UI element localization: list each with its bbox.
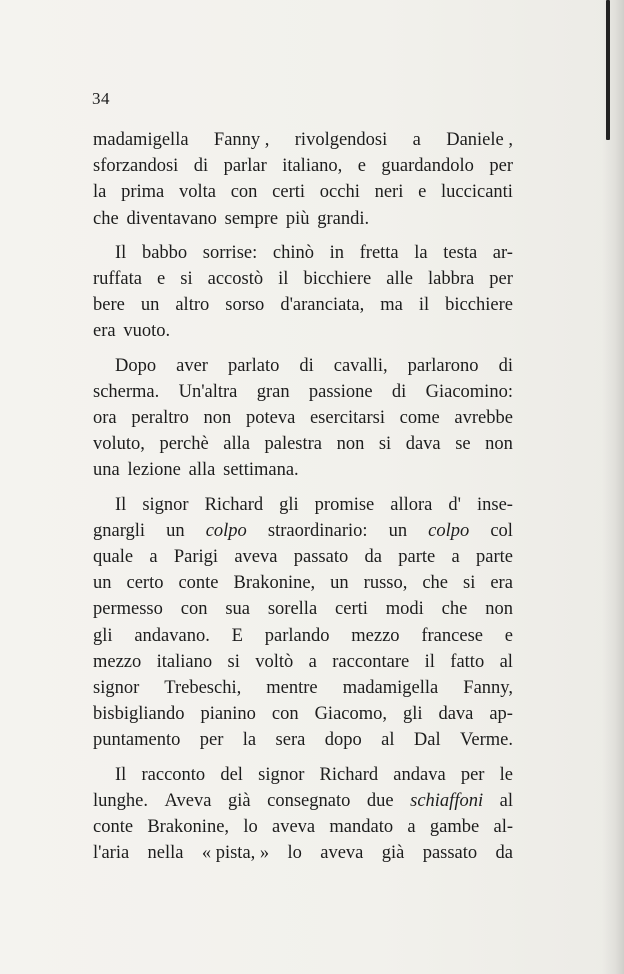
word: una — [93, 460, 120, 481]
word: luccicanti — [441, 182, 513, 203]
text-line — [93, 492, 513, 518]
word: Daniele , — [446, 130, 513, 150]
word: italiano, — [282, 156, 343, 177]
word: al — [499, 651, 513, 672]
word: due — [366, 790, 394, 811]
word: voluto, — [93, 434, 145, 455]
word: a — [412, 130, 421, 150]
text-line — [93, 266, 513, 292]
word: sera — [275, 730, 306, 751]
word: parte — [398, 547, 436, 568]
word: dopo — [324, 730, 362, 751]
word: Richard — [204, 494, 264, 515]
word: russo, — [363, 573, 408, 594]
word: puntamento — [93, 730, 181, 751]
word: straordinario: — [267, 520, 368, 541]
word: raccontare — [332, 651, 410, 672]
word: non — [203, 408, 232, 429]
word: a — [407, 817, 416, 838]
word: conte — [93, 817, 134, 838]
word: esercitarsi — [309, 408, 385, 429]
text-line — [93, 240, 513, 266]
word: pianino — [200, 704, 256, 725]
word: colpo — [205, 520, 247, 541]
word: certo — [126, 573, 164, 594]
word: babbo — [141, 242, 188, 263]
word: schiaffoni — [410, 790, 484, 811]
word: fatto — [450, 651, 485, 672]
word: al- — [493, 817, 513, 838]
word: palestra — [264, 434, 323, 455]
word: era — [490, 573, 513, 594]
word: poteva — [245, 408, 296, 429]
word: di — [498, 355, 513, 376]
word: per — [460, 764, 485, 785]
word: sorella — [267, 599, 318, 620]
word: perchè — [159, 434, 209, 455]
word: alle — [386, 269, 413, 290]
word: mentre — [266, 678, 318, 699]
page-edge-shadow — [602, 0, 624, 974]
word: gran — [256, 381, 290, 402]
word: Il — [115, 242, 127, 263]
word: francese — [421, 625, 483, 646]
word: al — [381, 730, 395, 751]
text-line — [93, 814, 513, 840]
word: e — [504, 625, 513, 646]
word: Fanny , — [213, 130, 270, 150]
word: « pista, » — [201, 843, 270, 864]
word: madamigella — [342, 678, 439, 699]
paragraph — [93, 762, 513, 867]
word: volta — [178, 182, 216, 203]
text-line — [93, 457, 513, 483]
word: come — [399, 408, 440, 429]
word: la — [414, 242, 428, 263]
word: bisbigliando — [93, 704, 185, 725]
word: Il — [115, 764, 127, 785]
text-line — [93, 405, 513, 431]
word: gli — [402, 704, 423, 725]
word: accostò — [207, 269, 264, 290]
word: se — [455, 434, 471, 455]
word: cavalli, — [333, 355, 388, 376]
word: aver — [176, 355, 208, 376]
word: a — [149, 547, 158, 568]
word: gli — [279, 494, 299, 515]
word: parte — [476, 547, 513, 568]
word: occhi — [319, 182, 360, 203]
word: avrebbe — [454, 408, 513, 429]
word: da — [495, 843, 513, 864]
text-line — [93, 570, 513, 596]
word: ora — [93, 408, 117, 429]
word: andava — [393, 764, 446, 785]
word: promise — [314, 494, 375, 515]
word: il — [418, 295, 430, 316]
word: inse- — [476, 494, 513, 515]
word: un — [93, 573, 112, 594]
word: al — [499, 790, 513, 811]
word: settimana. — [223, 460, 299, 481]
word: colpo — [428, 520, 470, 541]
word: di — [299, 355, 314, 376]
text-line — [93, 292, 513, 318]
word: parlando — [264, 625, 330, 646]
text-line — [93, 701, 513, 727]
word: nella — [147, 843, 184, 864]
word: chinò — [272, 242, 314, 263]
word: mezzo — [351, 625, 400, 646]
word: aveva — [271, 817, 316, 838]
word: si — [378, 434, 392, 455]
word: certi — [272, 182, 306, 203]
text-line — [93, 762, 513, 788]
word: certi — [335, 599, 368, 620]
word: già — [227, 790, 251, 811]
word: Un'altra — [178, 381, 238, 402]
word: a — [451, 547, 460, 568]
text-line — [93, 179, 513, 205]
word: del — [220, 764, 243, 785]
word: lo — [287, 843, 302, 864]
word: bere — [93, 295, 125, 316]
word: Fanny, — [463, 678, 513, 699]
word: bicchiere — [303, 269, 372, 290]
text-line — [93, 379, 513, 405]
word: per — [199, 730, 224, 751]
text-line — [93, 623, 513, 649]
word: gambe — [429, 817, 480, 838]
word: gnargli — [93, 520, 146, 541]
word: sempre — [224, 208, 279, 229]
word: mezzo — [93, 651, 142, 672]
word: neri — [374, 182, 404, 203]
text-line — [93, 127, 513, 153]
paragraph — [93, 353, 513, 484]
word: si — [180, 269, 193, 290]
word: l'aria — [93, 843, 130, 864]
word: gli — [93, 625, 113, 646]
text-line — [93, 544, 513, 570]
word: d' — [448, 494, 461, 515]
word: un — [330, 573, 349, 594]
text-line — [93, 727, 513, 753]
word: e — [418, 182, 427, 203]
text-line — [93, 518, 513, 544]
word: di — [193, 156, 209, 177]
word: un — [140, 295, 160, 316]
word: Il — [115, 494, 127, 515]
word: E — [231, 625, 243, 646]
word: allora — [390, 494, 433, 515]
word: con — [271, 704, 299, 725]
word: il — [424, 651, 435, 672]
word: Trebeschi, — [164, 678, 242, 699]
word: dava — [438, 704, 474, 725]
text-line — [93, 788, 513, 814]
word: prima — [121, 182, 165, 203]
word: con — [180, 599, 208, 620]
body-text — [93, 127, 513, 866]
word: lo — [243, 817, 258, 838]
paragraph — [93, 240, 513, 345]
word: lezione — [127, 460, 181, 481]
word: mandato — [329, 817, 394, 838]
word: sorso — [225, 295, 265, 316]
word: che — [441, 599, 468, 620]
word: bicchiere — [445, 295, 513, 316]
word: che — [93, 208, 119, 229]
text-line — [93, 353, 513, 379]
word: per — [489, 156, 513, 177]
text-line — [93, 318, 513, 344]
word: dava — [405, 434, 441, 455]
word: Giacomino: — [425, 381, 513, 402]
word: era — [93, 321, 116, 342]
word: Richard — [319, 764, 379, 785]
word: Brakonine, — [233, 573, 316, 594]
word: consegnato — [267, 790, 351, 811]
word: in — [329, 242, 344, 263]
word: per — [489, 269, 513, 290]
word: altro — [175, 295, 210, 316]
word: signor — [142, 494, 189, 515]
word: un — [388, 520, 408, 541]
word: che — [422, 573, 449, 594]
paragraph — [93, 127, 513, 232]
word: a — [308, 651, 317, 672]
word: col — [490, 520, 513, 541]
word: aveva — [320, 843, 364, 864]
text-line — [93, 431, 513, 457]
word: si — [463, 573, 476, 594]
word: testa — [443, 242, 478, 263]
word: Dopo — [115, 355, 157, 376]
word: non — [485, 434, 513, 455]
word: la — [242, 730, 257, 751]
word: non — [485, 599, 513, 620]
word: Aveva — [164, 790, 212, 811]
word: già — [381, 843, 405, 864]
word: quale — [93, 547, 134, 568]
word: passato — [293, 547, 349, 568]
word: vuoto. — [123, 321, 171, 342]
page-number: 34 — [92, 89, 110, 108]
text-line — [93, 840, 513, 866]
word: d'aranciata, — [280, 295, 365, 316]
word: italiano — [156, 651, 213, 672]
word: parlarono — [407, 355, 479, 376]
text-line — [93, 206, 513, 232]
word: ap- — [489, 704, 513, 725]
word: scherma. — [93, 381, 160, 402]
word: labbra — [428, 269, 475, 290]
word: la — [93, 182, 107, 203]
word: alla — [188, 460, 216, 481]
word: modi — [385, 599, 424, 620]
word: Verme. — [460, 730, 513, 751]
word: andavano. — [134, 625, 210, 646]
word: non — [336, 434, 365, 455]
paragraph — [93, 492, 513, 754]
word: passione — [308, 381, 373, 402]
word: diventavano — [126, 208, 217, 229]
word: ar- — [492, 242, 513, 263]
word: aveva — [234, 547, 278, 568]
word: Parigi — [173, 547, 219, 568]
word: Giacomo, — [314, 704, 387, 725]
word: rivolgendosi — [294, 130, 388, 150]
word: passato — [422, 843, 478, 864]
word: più — [285, 208, 310, 229]
word: e — [357, 156, 366, 177]
word: permesso — [93, 599, 163, 620]
text-line — [93, 649, 513, 675]
word: grandi. — [317, 208, 370, 229]
text-line — [93, 153, 513, 179]
word: sua — [225, 599, 250, 620]
word: sforzandosi — [93, 156, 179, 177]
word: ruffata — [93, 269, 142, 290]
word: lunghe. — [93, 790, 148, 811]
word: con — [230, 182, 258, 203]
word: peraltro — [131, 408, 189, 429]
word: sorrise: — [202, 242, 258, 263]
word: alla — [223, 434, 250, 455]
word: un — [166, 520, 185, 541]
word: Dal — [413, 730, 441, 751]
word: voltò — [255, 651, 294, 672]
word: di — [391, 381, 407, 402]
text-line — [93, 675, 513, 701]
word: da — [364, 547, 382, 568]
word: il — [278, 269, 289, 290]
word: si — [227, 651, 240, 672]
word: le — [499, 764, 513, 785]
page-edge-mark — [606, 0, 610, 140]
text-line — [93, 596, 513, 622]
word: e — [157, 269, 166, 290]
word: ma — [380, 295, 403, 316]
word: signor — [93, 678, 140, 699]
word: signor — [258, 764, 305, 785]
word: parlar — [223, 156, 267, 177]
word: conte — [178, 573, 219, 594]
word: Brakonine, — [147, 817, 230, 838]
word: madamigella — [93, 130, 189, 150]
word: parlato — [227, 355, 280, 376]
word: racconto — [141, 764, 206, 785]
word: guardandolo — [381, 156, 474, 177]
word: fretta — [359, 242, 399, 263]
